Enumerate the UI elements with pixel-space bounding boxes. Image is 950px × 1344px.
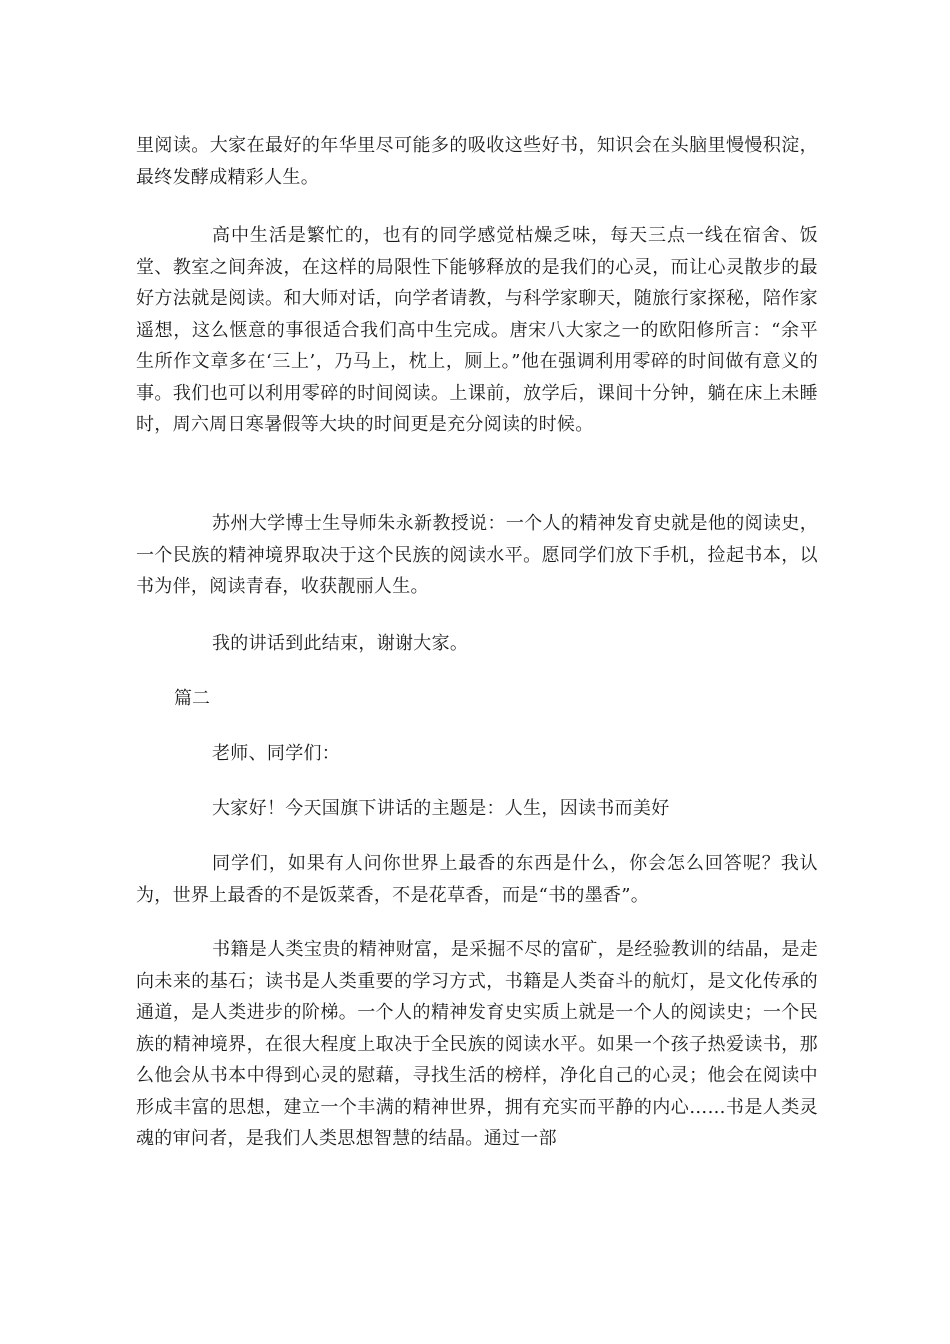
section-heading: 篇二 — [174, 688, 210, 709]
paragraph-fragrance-of-books: 同学们，如果有人问你世界上最香的东西是什么，你会怎么回答呢？我认为，世界上最香的不是饭菜香，不是花草香，而是“书的墨香”。 — [136, 853, 818, 906]
paragraph-books-wealth: 书籍是人类宝贵的精神财富，是采掘不尽的富矿，是经验教训的结晶，是走向未来的基石；读书是人类重要的学习方式，书籍是人类奋斗的航灯，是文化传承的通道，是人类进步的阶梯。一个人的精神发育史实质上就是一个人的阅读史；一个民族的精神境界，在很大程度上取决于全民族的阅读水平。如果一个孩子热爱读书，那么他会从书本中得到心灵的慰藉，寻找生活的榜样，净化自己的心灵；他会在阅读中形成丰富的思想，建立一个丰满的精神世界，拥有充实而平静的内心……书是人类灵魂的审问者，是我们人类思想智慧的结晶。通过一部 — [136, 939, 818, 1149]
paragraph-closing: 我的讲话到此结束，谢谢大家。 — [212, 633, 469, 654]
paragraph-high-school-life: 高中生活是繁忙的，也有的同学感觉枯燥乏味，每天三点一线在宿舍、饭堂、教室之间奔波，在这样的局限性下能够释放的是我们的心灵，而让心灵散步的最好方法就是阅读。和大师对话，向学者请教，与科学家聊天，随旅行家探秘，陪作家遥想，这么惬意的事很适合我们高中生完成。唐宋八大家之一的欧阳修所言：“余平生所作文章多在‘三上’，乃马上，枕上，厕上。”他在强调利用零碎的时间做有意义的事。我们也可以利用零碎的时间阅读。上课前，放学后，课间十分钟，躺在床上未睡时，周六周日寒暑假等大块的时间更是充分阅读的时候。 — [136, 225, 818, 435]
paragraph-continuation: 里阅读。大家在最好的年华里尽可能多的吸收这些好书，知识会在头脑里慢慢积淀，最终发酵成精彩人生。 — [136, 135, 818, 188]
paragraph-quote-zhu-yongxin: 苏州大学博士生导师朱永新教授说：一个人的精神发育史就是他的阅读史，一个民族的精神境界取决于这个民族的阅读水平。愿同学们放下手机，捡起书本，以书为伴，阅读青春，收获靓丽人生。 — [136, 513, 818, 597]
paragraph-salutation: 老师、同学们： — [212, 743, 341, 764]
paragraph-greeting-topic: 大家好！今天国旗下讲话的主题是：人生，因读书而美好 — [212, 798, 670, 819]
